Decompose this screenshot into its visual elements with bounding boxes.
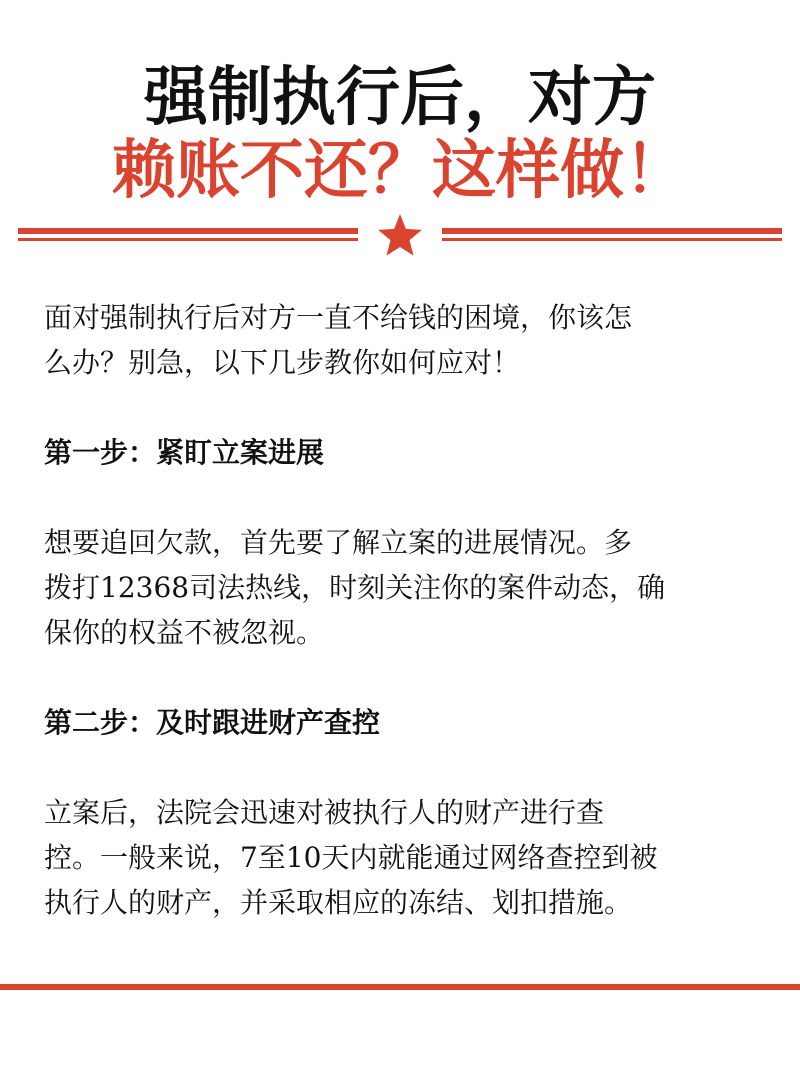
intro-line-1: 面对强制执行后对方一直不给钱的困境，你该怎: [44, 301, 633, 334]
step-1-line-1: 想要追回欠款，首先要了解立案的进展情况。多: [44, 526, 633, 559]
spacer: [44, 745, 734, 790]
intro-line-2: 么办？别急，以下几步教你如何应对！: [44, 346, 521, 379]
divider-left-line-bottom: [18, 238, 358, 241]
divider-left-line-top: [18, 228, 358, 234]
divider-right-line-bottom: [442, 238, 782, 241]
star-divider: [18, 212, 782, 258]
step-2-line-3: 执行人的财产，并采取相应的冻结、划扣措施。: [44, 886, 633, 919]
step-2-line-2: 控。一般来说，7至10天内就能通过网络查控到被: [44, 841, 658, 874]
step-1-line-2: 拨打12368司法热线，时刻关注你的案件动态，确: [44, 571, 666, 604]
spacer: [44, 655, 734, 700]
star-icon: [378, 214, 422, 256]
title-line-1: 强制执行后，对方: [144, 61, 656, 135]
spacer: [44, 475, 734, 520]
divider-right-line-top: [442, 228, 782, 234]
bottom-rule: [0, 984, 800, 990]
step-2-heading: 第二步：及时跟进财产查控: [44, 706, 381, 739]
article-body: [44, 295, 734, 925]
spacer: [44, 385, 734, 430]
step-1-heading: 第一步：紧盯立案进展: [44, 436, 325, 469]
step-1-line-3: 保你的权益不被忽视。: [44, 616, 325, 649]
step-2-line-1: 立案后，法院会迅速对被执行人的财产进行查: [44, 796, 605, 829]
title-line-2: 赖账不还？这样做！: [112, 133, 688, 208]
